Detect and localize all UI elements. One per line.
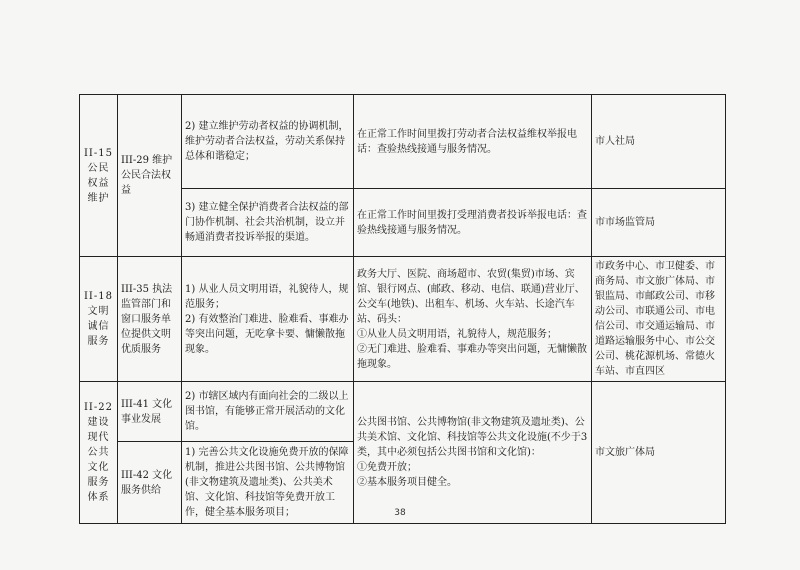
table-row xyxy=(80,257,726,382)
group-cell: II-22 建设现代公共文化服务体系 xyxy=(80,382,118,524)
method-cell: 公共图书馆、公共博物馆(非文物建筑及遗址类)、公共美术馆、文化馆、科技馆等公共文化设施(不少于3类，其中必须包括公共图书馆和文化馆)： ①免费开放； ②基本服务项目健全。 xyxy=(354,382,592,524)
dept-cell: 市文旅广体局 xyxy=(592,382,726,524)
page-number: 38 xyxy=(394,508,406,518)
requirement-cell: 2) 市辖区域内有面向社会的二级以上图书馆，有能够正常开展活动的文化馆。 xyxy=(182,382,354,442)
dept-cell: 市市场监管局 xyxy=(592,189,726,257)
group-cell: II-18 文明诚信服务 xyxy=(80,257,118,382)
method-cell: 在正常工作时间里拨打劳动者合法权益维权举报电话：查验热线接通与服务情况。 xyxy=(354,95,592,189)
sub-item-cell: III-41 文化事业发展 xyxy=(118,382,182,442)
table-row xyxy=(80,95,726,189)
sub-item-cell: III-42 文化服务供给 xyxy=(118,442,182,524)
requirement-cell: 1) 从业人员文明用语，礼貌待人，规范服务； 2) 有效整治门难进、脸难看、事难办等突出问题，无吃拿卡要、慵懒散拖现象。 xyxy=(182,257,354,382)
method-cell: 在正常工作时间里拨打受理消费者投诉举报电话：查验热线接通与服务情况。 xyxy=(354,189,592,257)
group-cell: II-15 公民权益维护 xyxy=(80,95,118,257)
sub-item-cell: III-35 执法监管部门和窗口服务单位提供文明优质服务 xyxy=(118,257,182,382)
sub-item-cell: III-29 维护公民合法权益 xyxy=(118,95,182,257)
requirement-cell: 2) 建立维护劳动者权益的协调机制，维护劳动者合法权益，劳动关系保持总体和谐稳定； xyxy=(182,95,354,189)
requirement-cell: 1) 完善公共文化设施免费开放的保障机制，推进公共图书馆、公共博物馆(非文物建筑及遗址类)、公共美术馆、文化馆、科技馆等免费开放工作，健全基本服务项目； xyxy=(182,442,354,524)
table-row xyxy=(80,382,726,442)
requirement-cell: 3) 建立健全保护消费者合法权益的部门协作机制、社会共治机制，设立并畅通消费者投诉举报的渠道。 xyxy=(182,189,354,257)
method-cell: 政务大厅、医院、商场超市、农贸(集贸)市场、宾馆、银行网点、(邮政、移动、电信、联通)营业厅、公交车(地铁)、出租车、机场、火车站、长途汽车站、码头： ①从业人员文明用语，礼貌待人，规范服务； ②无门难进、脸难看、事难办等突出问题，无慵懒散拖现象。 xyxy=(354,257,592,382)
dept-cell: 市政务中心、市卫健委、市商务局、市文旅广体局、市银监局、市邮政公司、市移动公司、市联通公司、市电信公司、市交通运输局、市道路运输服务中心、市公交公司、桃花源机场、常德火车站、市直四区 xyxy=(592,257,726,382)
dept-cell: 市人社局 xyxy=(592,95,726,189)
assessment-table xyxy=(79,94,726,524)
